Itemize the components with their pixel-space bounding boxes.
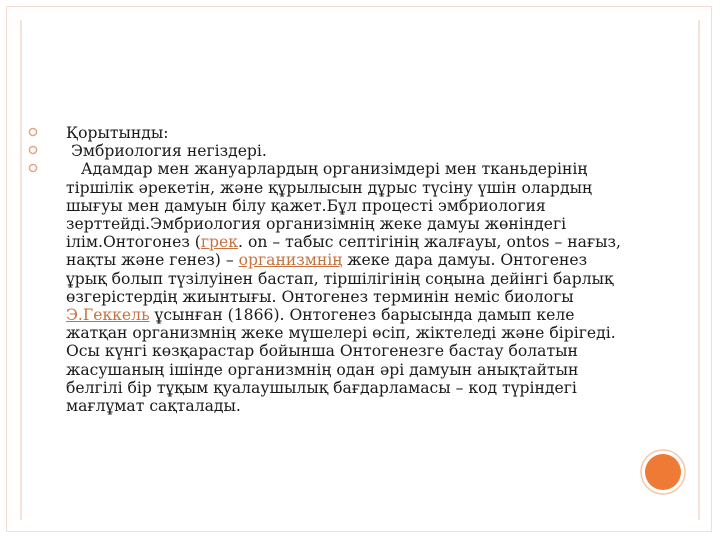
link-organizmnin[interactable]: организмнің <box>238 251 343 270</box>
bullet-item <box>28 160 628 415</box>
text-segment: . on – табыс септігінің жалғауы, ontos – нағыз, нақты және генез) – <box>66 233 626 270</box>
slide-content <box>28 124 628 415</box>
text-segment: ұсынған (1866). Онтогенез барысында дамып келе жатқан организмнің жеке мүшелері өсіп, жіктеледі және бірігеді. Осы күнгі көзқарастар бойынша Онтогенезге бастау болатын жасушаның ішінде организмнің одан әрі дамуын анықтайтын белгілі бір тұқым қуалаушылық бағдарламасы – код түріндегі мағлұмат сақталады. <box>66 306 621 416</box>
text-segment: Адамдар мен жануарлардың организімдері мен тканьдерінің тіршілік әрекетін, және құрылысын дұрыс түсіну үшін олардың шығуы мен дамуын білу қажет.Бұл процесті эмбриология зерттейді.Эмбриология организімнің жеке дамуы жөніндегі ілім.Онтогонез ( <box>66 160 597 252</box>
right-decorative-rule <box>698 20 700 520</box>
bullet-item <box>28 142 628 160</box>
link-haeckel[interactable]: Э.Геккель <box>66 306 150 325</box>
link-grek[interactable]: грек <box>200 233 239 252</box>
bullet-ring-icon <box>28 145 38 155</box>
left-decorative-rule <box>20 20 22 520</box>
bullet-text: Эмбриология негіздері. <box>66 142 267 161</box>
paragraph-text <box>66 160 626 415</box>
bullet-text: Қорытынды: <box>66 124 169 142</box>
bullet-ring-icon <box>28 127 38 137</box>
bullet-ring-icon <box>28 163 38 173</box>
bullet-item <box>28 124 628 142</box>
text-segment: жеке дара дамуы. Онтогенез ұрық болып түзілуінен бастап, тіршілігінің соңына дейінгі барлық өзгерістердің жиынтығы. Онтогенез терминін неміс биологы <box>66 251 619 306</box>
decorative-circle-icon <box>640 449 686 495</box>
